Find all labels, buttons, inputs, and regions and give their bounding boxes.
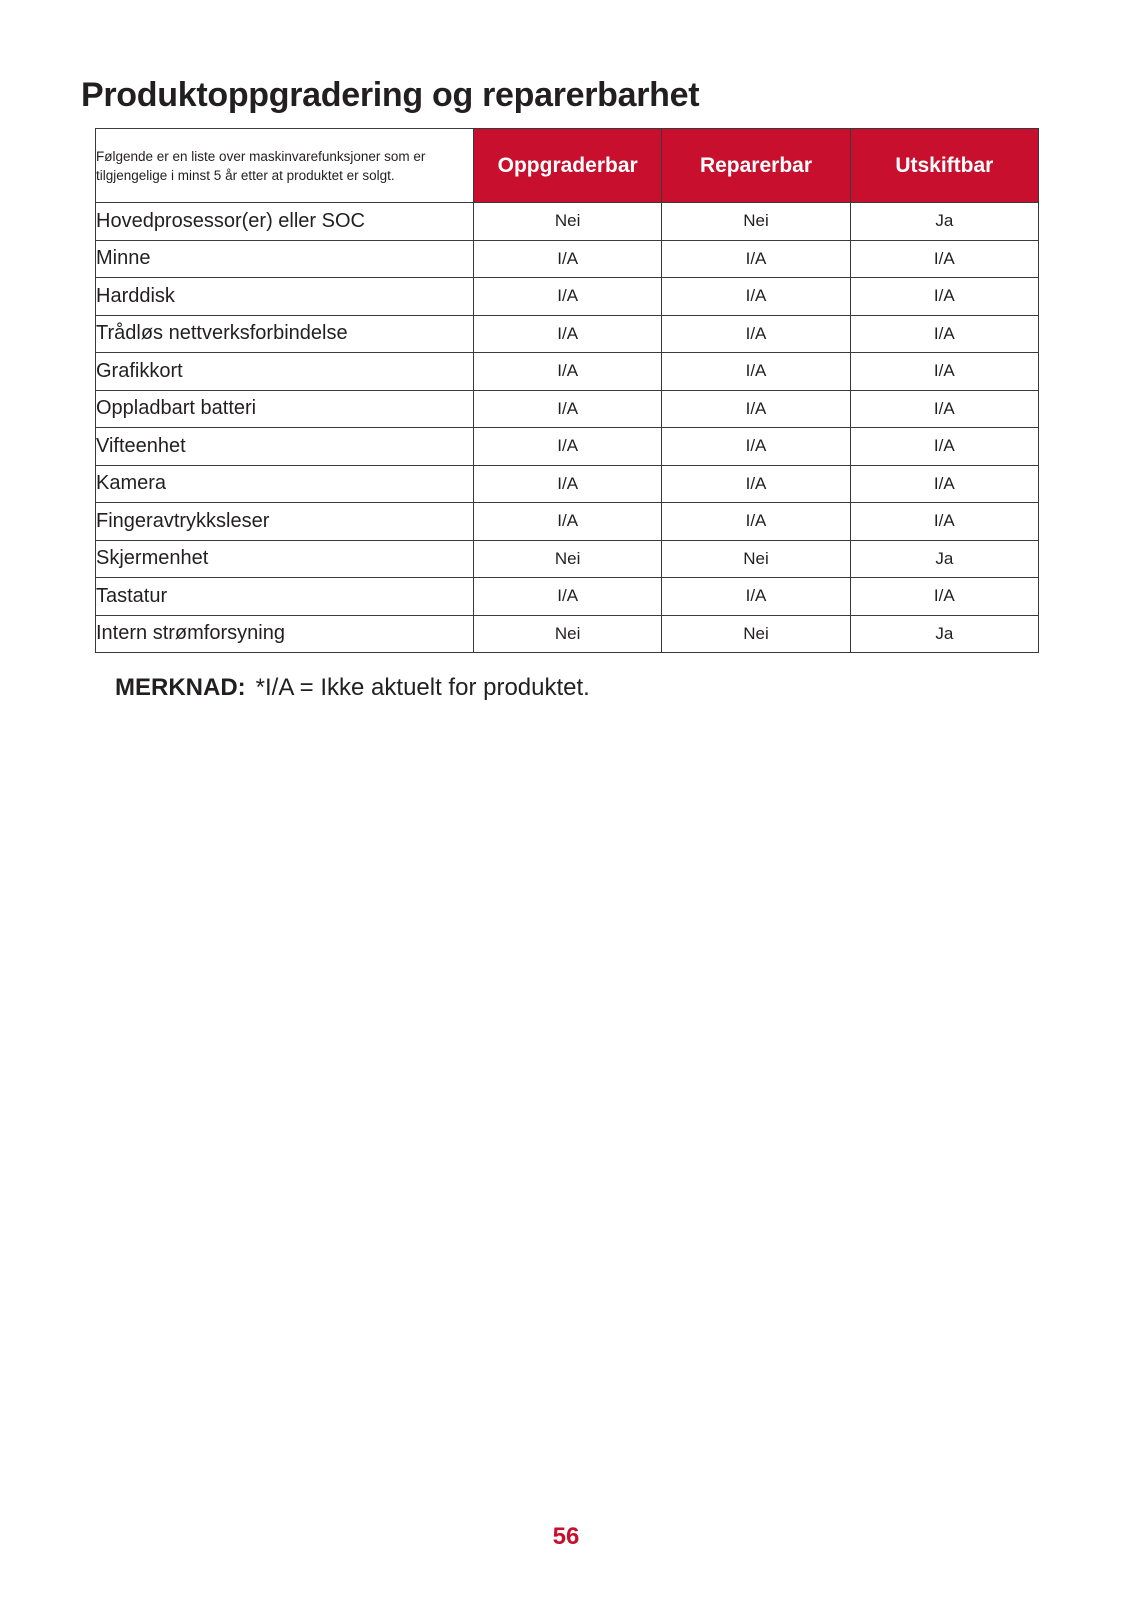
column-header-replaceable: Utskiftbar (850, 129, 1038, 203)
replaceable-value-cell: Ja (850, 615, 1038, 653)
note-label: MERKNAD: (115, 674, 246, 701)
upgradable-value-cell: I/A (474, 465, 662, 503)
feature-name-cell: Grafikkort (96, 353, 474, 391)
repairable-value-cell: I/A (662, 503, 850, 541)
upgradable-value-cell: I/A (474, 503, 662, 541)
table-row (96, 540, 1039, 578)
replaceable-value-cell: I/A (850, 278, 1038, 316)
table-row (96, 240, 1039, 278)
repairable-value-cell: Nei (662, 540, 850, 578)
page-number: 56 (552, 1523, 580, 1550)
feature-name-cell: Skjermenhet (96, 540, 474, 578)
table-intro-text: Følgende er en liste over maskinvarefunksjoner som er tilgjengelige i minst 5 år etter at produktet er solgt. (96, 129, 474, 203)
repairable-value-cell: I/A (662, 278, 850, 316)
replaceable-value-cell: I/A (850, 503, 1038, 541)
table-row (96, 353, 1039, 391)
replaceable-value-cell: I/A (850, 353, 1038, 391)
feature-name-cell: Vifteenhet (96, 428, 474, 466)
replaceable-value-cell: I/A (850, 465, 1038, 503)
feature-name-cell: Hovedprosessor(er) eller SOC (96, 203, 474, 241)
feature-name-cell: Harddisk (96, 278, 474, 316)
upgradable-value-cell: I/A (474, 240, 662, 278)
table-row (96, 578, 1039, 616)
upgradable-value-cell: I/A (474, 428, 662, 466)
upgradable-value-cell: I/A (474, 578, 662, 616)
feature-name-cell: Oppladbart batteri (96, 390, 474, 428)
replaceable-value-cell: I/A (850, 428, 1038, 466)
page-title: Produktoppgradering og reparerbarhet (81, 76, 700, 114)
replaceable-value-cell: Ja (850, 203, 1038, 241)
repairable-value-cell: Nei (662, 203, 850, 241)
replaceable-value-cell: Ja (850, 540, 1038, 578)
repairable-value-cell: I/A (662, 315, 850, 353)
table-row (96, 390, 1039, 428)
table-row (96, 203, 1039, 241)
feature-name-cell: Kamera (96, 465, 474, 503)
table-row (96, 503, 1039, 541)
upgradable-value-cell: Nei (474, 540, 662, 578)
upgradable-value-cell: Nei (474, 203, 662, 241)
feature-name-cell: Trådløs nettverksforbindelse (96, 315, 474, 353)
column-header-upgradable: Oppgraderbar (474, 129, 662, 203)
repairable-value-cell: I/A (662, 390, 850, 428)
replaceable-value-cell: I/A (850, 578, 1038, 616)
table-header-row (96, 129, 1039, 203)
feature-name-cell: Intern strømforsyning (96, 615, 474, 653)
repairable-value-cell: I/A (662, 428, 850, 466)
replaceable-value-cell: I/A (850, 390, 1038, 428)
repairable-value-cell: Nei (662, 615, 850, 653)
replaceable-value-cell: I/A (850, 315, 1038, 353)
note (115, 674, 590, 702)
table-row (96, 315, 1039, 353)
note-text: *I/A = Ikke aktuelt for produktet. (255, 674, 590, 701)
repairability-table (95, 128, 1039, 653)
repairable-value-cell: I/A (662, 353, 850, 391)
upgradable-value-cell: I/A (474, 315, 662, 353)
upgradable-value-cell: I/A (474, 390, 662, 428)
upgradable-value-cell: I/A (474, 353, 662, 391)
repairable-value-cell: I/A (662, 240, 850, 278)
table-row (96, 465, 1039, 503)
repairable-value-cell: I/A (662, 578, 850, 616)
upgradable-value-cell: I/A (474, 278, 662, 316)
replaceable-value-cell: I/A (850, 240, 1038, 278)
feature-name-cell: Tastatur (96, 578, 474, 616)
feature-name-cell: Fingeravtrykksleser (96, 503, 474, 541)
table-row (96, 428, 1039, 466)
table-body (96, 203, 1039, 653)
repairable-value-cell: I/A (662, 465, 850, 503)
upgradable-value-cell: Nei (474, 615, 662, 653)
table-row (96, 615, 1039, 653)
column-header-repairable: Reparerbar (662, 129, 850, 203)
table-row (96, 278, 1039, 316)
feature-name-cell: Minne (96, 240, 474, 278)
